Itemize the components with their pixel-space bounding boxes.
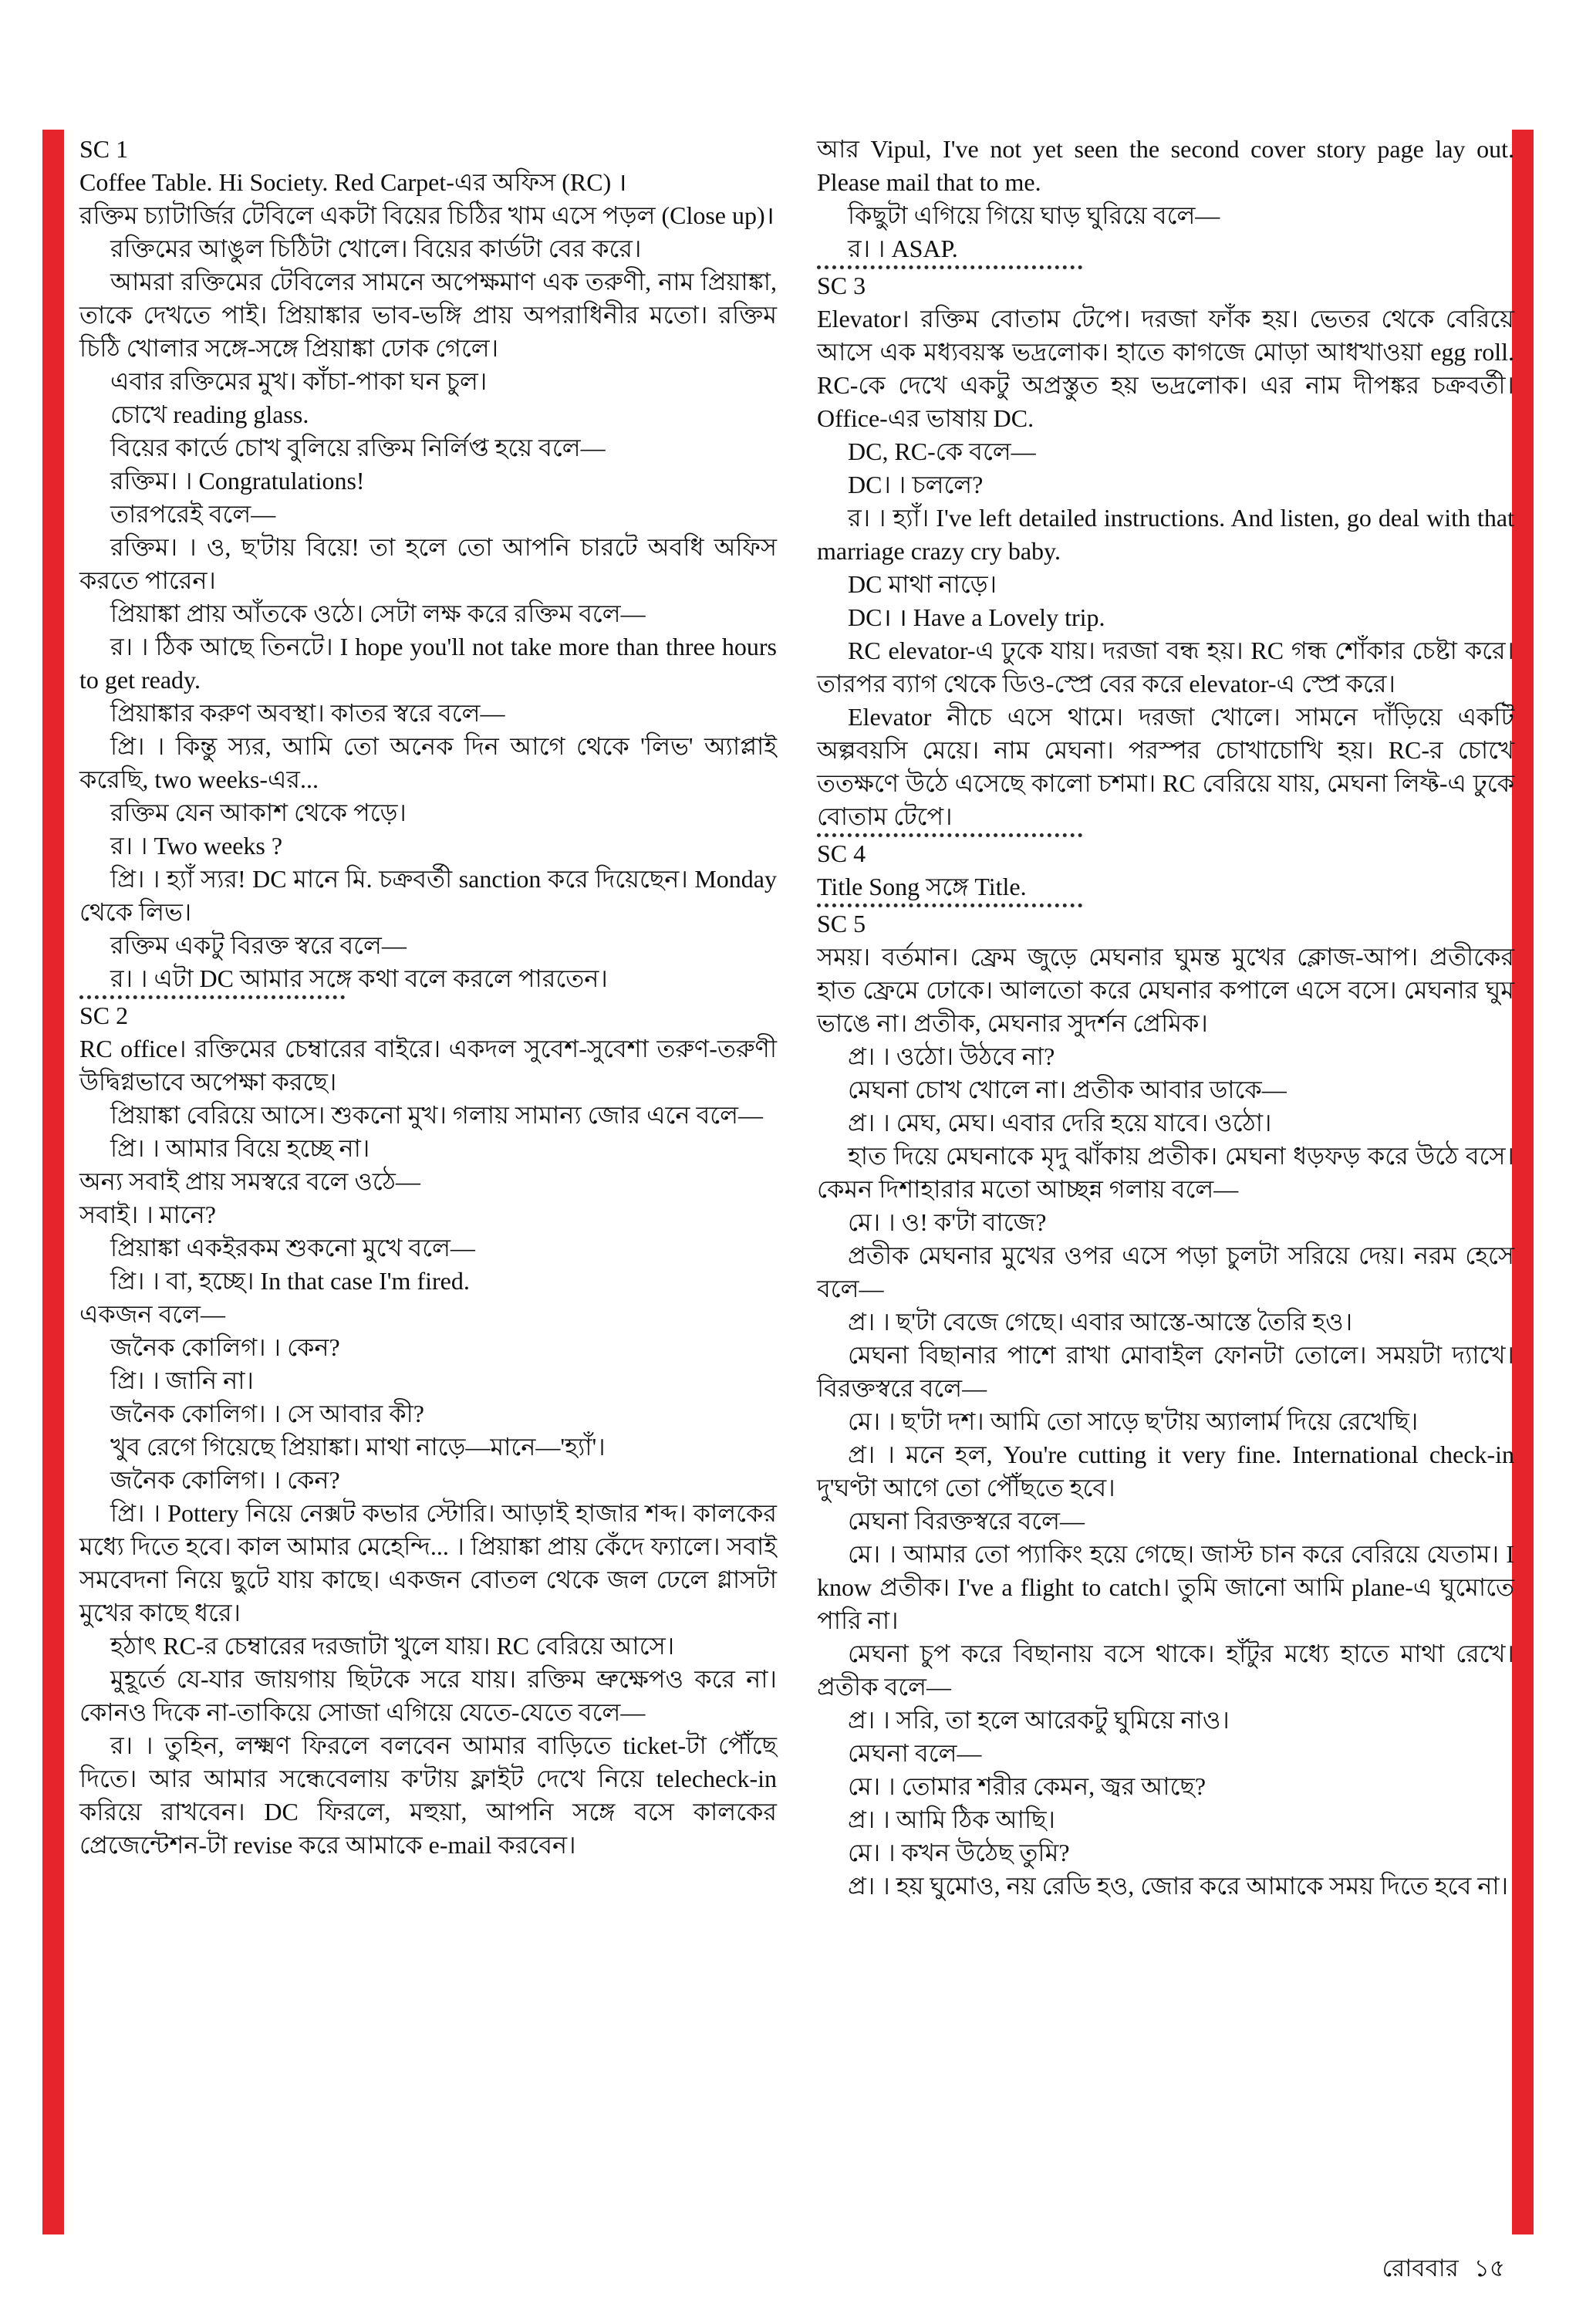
action-line: এবার রক্তিমের মুখ। কাঁচা-পাকা ঘন চুল। xyxy=(110,367,488,395)
action-line: হঠাৎ RC-র চেম্বারের দরজাটা খুলে যায়। RC বেরিয়ে আসে। xyxy=(110,1632,675,1660)
action-line: রক্তিম একটু বিরক্ত স্বরে বলে— xyxy=(110,931,407,959)
action-line: বিয়ের কার্ডে চোখ বুলিয়ে রক্তিম নির্লিপ্ত হয়ে বলে— xyxy=(110,434,606,461)
action-line: মেঘনা চোখ খোলে না। প্রতীক আবার ডাকে— xyxy=(848,1076,1287,1103)
dialogue-line: জনৈক কোলিগ। । সে আবার কী? xyxy=(110,1400,424,1427)
left-red-rule xyxy=(42,130,64,2234)
left-column xyxy=(79,133,777,1903)
action-line: Elevator। রক্তিম বোতাম টেপে। দরজা ফাঁক হয়। ভেতর থেকে বেরিয়ে আসে এক মধ্যবয়স্ক ভদ্রলোক। হাতে কাগজে মোড়া আধখাওয়া egg roll. RC-কে দেখে একটু অপ্রস্তুত হয় ভদ্রলোক। এর নাম দীপঙ্কর চক্রবর্তী। Office-এর ভাষায় DC. xyxy=(817,305,1514,432)
dialogue-line: র। । তুহিন, লক্ষ্মণ ফিরলে বলবেন আমার বাড়িতে ticket-টা পৌঁছে দিতে। আর আমার সন্ধেবেলায় ক'টায় ফ্লাইট দেখে নিয়ে telecheck-in করিয়ে রাখবেন। DC ফিরলে, মহুয়া, আপনি সঙ্গে বসে কালকের প্রেজেন্টেশন-টা revise করে আমাকে e-mail করবেন। xyxy=(79,1731,777,1859)
scene-heading: SC 4 xyxy=(817,839,866,867)
action-line: মেঘনা বিছানার পাশে রাখা মোবাইল ফোনটা তোলে। সময়টা দ্যাখে। বিরক্তস্বরে বলে— xyxy=(817,1341,1514,1402)
dialogue-line: প্রি। । হ্যাঁ স্যর! DC মানে মি. চক্রবর্তী sanction করে দিয়েছেন। Monday থেকে লিভ। xyxy=(79,865,777,926)
page-footer xyxy=(1382,2250,1505,2290)
dialogue-line: প্র। । মেঘ, মেঘ। এবার দেরি হয়ে যাবে। ওঠো। xyxy=(848,1109,1272,1137)
dialogue-line: প্র। । হয় ঘুমোও, নয় রেডি হও, জোর করে আমাকে সময় দিতে হবে না। xyxy=(848,1872,1509,1900)
action-line: প্রিয়াঙ্কার করুণ অবস্থা। কাতর স্বরে বলে— xyxy=(110,699,505,727)
action-line: সময়। বর্তমান। ফ্রেম জুড়ে মেঘনার ঘুমন্ত মুখের ক্লোজ-আপ। প্রতীকের হাত ফ্রেমে ঢোকে। আলতো করে মেঘনার কপালে এসে বসে। মেঘনার ঘুম ভাঙে না। প্রতীক, মেঘনার সুদর্শন প্রেমিক। xyxy=(817,943,1514,1037)
action-line: হাত দিয়ে মেঘনাকে মৃদু ঝাঁকায় প্রতীক। মেঘনা ধড়ফড় করে উঠে বসে। কেমন দিশাহারার মতো আচ্ছন্ন গলায় বলে— xyxy=(817,1142,1514,1203)
scene-heading: SC 3 xyxy=(817,272,866,299)
dialogue-line: প্র। । আমি ঠিক আছি। xyxy=(848,1805,1055,1833)
dialogue-line: প্র। । ছ'টা বেজে গেছে। এবার আস্তে-আস্তে তৈরি হও। xyxy=(848,1308,1353,1336)
dialogue-line: প্রি। । কিন্তু স্যর, আমি তো অনেক দিন আগে থেকে 'লিভ' অ্যাপ্লাই করেছি, two weeks-এর... xyxy=(79,732,777,793)
dialogue-line: প্রি। । আমার বিয়ে হচ্ছে না। xyxy=(110,1134,370,1162)
scene-heading: SC 5 xyxy=(817,910,866,937)
dialogue-continuation: আর Vipul, I've not yet seen the second cover story page lay out. Please mail that to me. xyxy=(817,135,1514,196)
dialogue-line: র। । হ্যাঁ। I've left detailed instructions. And listen, go deal with that marriage crazy cry baby. xyxy=(817,504,1514,565)
action-line: অন্য সবাই প্রায় সমস্বরে বলে ওঠে— xyxy=(79,1167,420,1195)
script-text-area xyxy=(79,133,1514,1903)
action-line: Elevator নীচে এসে থামে। দরজা খোলে। সামনে দাঁড়িয়ে একটি অল্পবয়সি মেয়ে। নাম মেঘনা। পরস্পর চোখাচোখি হয়। RC-র চোখে ততক্ষণে উঠে এসেছে কালো চশমা। RC বেরিয়ে যায়, মেঘনা লিফ্ট-এ ঢুকে বোতাম টেপে। xyxy=(817,703,1514,830)
dialogue-line: রক্তিম। । ও, ছ'টায় বিয়ে! তা হলে তো আপনি চারটে অবধি অফিস করতে পারেন। xyxy=(79,533,777,594)
dialogue-line: র। । ঠিক আছে তিনটে। I hope you'll not take more than three hours to get ready. xyxy=(79,633,777,694)
dialogue-line: মে। । আমার তো প্যাকিং হয়ে গেছে। জাস্ট চান করে বেরিয়ে যেতাম। I know প্রতীক। I've a flight to catch। তুমি জানো আমি plane-এ ঘুমোতে পারি না। xyxy=(817,1540,1514,1634)
dialogue-line: জনৈক কোলিগ। । কেন? xyxy=(110,1466,340,1494)
action-line: কিছুটা এগিয়ে গিয়ে ঘাড় ঘুরিয়ে বলে— xyxy=(848,201,1220,229)
action-line: DC মাথা নাড়ে। xyxy=(848,570,997,598)
action-line: মেঘনা বলে— xyxy=(848,1739,982,1767)
dialogue-line: সবাই। । মানে? xyxy=(79,1201,216,1228)
right-red-rule xyxy=(1512,130,1534,2234)
dialogue-line: মে। । ছ'টা দশ। আমি তো সাড়ে ছ'টায় অ্যালার্ম দিয়ে রেখেছি। xyxy=(848,1407,1419,1435)
action-line: মুহূর্তে যে-যার জায়গায় ছিটকে সরে যায়। রক্তিম ভ্রুক্ষেপও করে না। কোনও দিকে না-তাকিয়ে সোজা এগিয়ে যেতে-যেতে বলে— xyxy=(79,1665,777,1726)
scene-heading: SC 2 xyxy=(79,1002,129,1029)
dialogue-line: মে। । ও! ক'টা বাজে? xyxy=(848,1208,1047,1236)
action-line: DC, RC-কে বলে— xyxy=(848,437,1036,465)
dialogue-line: র। । Two weeks ? xyxy=(110,832,283,860)
action-line: তারপরেই বলে— xyxy=(110,500,276,528)
scene-heading: SC 1 xyxy=(79,135,129,163)
dialogue-line: রক্তিম। । Congratulations! xyxy=(110,467,365,495)
dialogue-line: প্রি। । জানি না। xyxy=(110,1366,254,1394)
dialogue-line: প্রি। । বা, হচ্ছে। In that case I'm fired. xyxy=(110,1267,470,1295)
right-column xyxy=(817,133,1514,1903)
dialogue-line: র। । ASAP. xyxy=(848,235,958,262)
action-line: রক্তিম চ্যাটার্জির টেবিলে একটা বিয়ের চিঠির খাম এসে পড়ল (Close up)। xyxy=(79,201,775,229)
action-line: প্রিয়াঙ্কা বেরিয়ে আসে। শুকনো মুখ। গলায় সামান্য জোর এনে বলে— xyxy=(110,1101,763,1129)
dialogue-line: প্র। । ওঠো। উঠবে না? xyxy=(848,1042,1055,1070)
action-line: চোখে reading glass. xyxy=(110,400,309,428)
action-line: RC elevator-এ ঢুকে যায়। দরজা বন্ধ হয়। RC গন্ধ শোঁকার চেষ্টা করে। তারপর ব্যাগ থেকে ডিও-স্প্রে বের করে elevator-এ স্প্রে করে। xyxy=(817,637,1514,698)
action-line: প্রিয়াঙ্কা প্রায় আঁতকে ওঠে। সেটা লক্ষ করে রক্তিম বলে— xyxy=(110,600,646,627)
action-line: একজন বলে— xyxy=(79,1300,225,1328)
dialogue-line: র। । এটা DC আমার সঙ্গে কথা বলে করলে পারতেন। xyxy=(110,964,608,992)
dialogue-line: মে। । কখন উঠেছ তুমি? xyxy=(848,1839,1070,1866)
dialogue-line: প্রি। । Pottery নিয়ে নেক্সট কভার স্টোরি। আড়াই হাজার শব্দ। কালকের মধ্যে দিতে হবে। কাল আমার মেহেন্দি... । প্রিয়াঙ্কা প্রায় কেঁদে ফ্যালে। সবাই সমবেদনা নিয়ে ছুটে যায় কাছে। একজন বোতল থেকে জল ঢেলে গ্লাসটা মুখের কাছে ধরে। xyxy=(79,1499,777,1626)
action-line: আমরা রক্তিমের টেবিলের সামনে অপেক্ষমাণ এক তরুণী, নাম প্রিয়াঙ্কা, তাকে দেখতে পাই। প্রিয়াঙ্কার ভাব-ভঙ্গি প্রায় অপরাধিনীর মতো। রক্তিম চিঠি খোলার সঙ্গে-সঙ্গে প্রিয়াঙ্কা ঢোক গেলে। xyxy=(79,268,777,362)
dialogue-line: DC। । Have a Lovely trip. xyxy=(848,603,1105,631)
action-line: খুব রেগে গিয়েছে প্রিয়াঙ্কা। মাথা নাড়ে—মানে—'হ্যাঁ'। xyxy=(110,1433,606,1461)
action-line: মেঘনা চুপ করে বিছানায় বসে থাকে। হাঁটুর মধ্যে হাতে মাথা রেখে। প্রতীক বলে— xyxy=(817,1640,1514,1701)
action-line: RC office। রক্তিমের চেম্বারের বাইরে। একদল সুবেশ-সুবেশা তরুণ-তরুণী উদ্বিগ্নভাবে অপেক্ষা করছে। xyxy=(79,1035,777,1096)
dialogue-line: মে। । তোমার শরীর কেমন, জ্বর আছে? xyxy=(848,1772,1206,1800)
action-line: Title Song সঙ্গে Title. xyxy=(817,873,1027,900)
page-number: ১৫ xyxy=(1473,2255,1505,2282)
magazine-name: রোববার xyxy=(1382,2255,1459,2282)
action-line: রক্তিমের আঙুল চিঠিটা খোলে। বিয়ের কার্ডটা বের করে। xyxy=(110,235,642,262)
dialogue-line: প্র। । সরি, তা হলে আরেকটু ঘুমিয়ে নাও। xyxy=(848,1706,1230,1734)
action-line: রক্তিম যেন আকাশ থেকে পড়ে। xyxy=(110,799,407,826)
dialogue-line: প্র। । মনে হল, You're cutting it very fine. International check-in দু'ঘণ্টা আগে তো পৌঁছতে হবে। xyxy=(817,1441,1514,1501)
action-line: মেঘনা বিরক্তস্বরে বলে— xyxy=(848,1507,1085,1535)
dialogue-line: জনৈক কোলিগ। । কেন? xyxy=(110,1333,340,1361)
action-line: প্রিয়াঙ্কা একইরকম শুকনো মুখে বলে— xyxy=(110,1234,475,1262)
action-line: Coffee Table. Hi Society. Red Carpet-এর অফিস (RC) । xyxy=(79,168,627,196)
dialogue-line: DC। । চললে? xyxy=(848,471,984,498)
action-line: প্রতীক মেঘনার মুখের ওপর এসে পড়া চুলটা সরিয়ে দেয়। নরম হেসে বলে— xyxy=(817,1241,1514,1302)
